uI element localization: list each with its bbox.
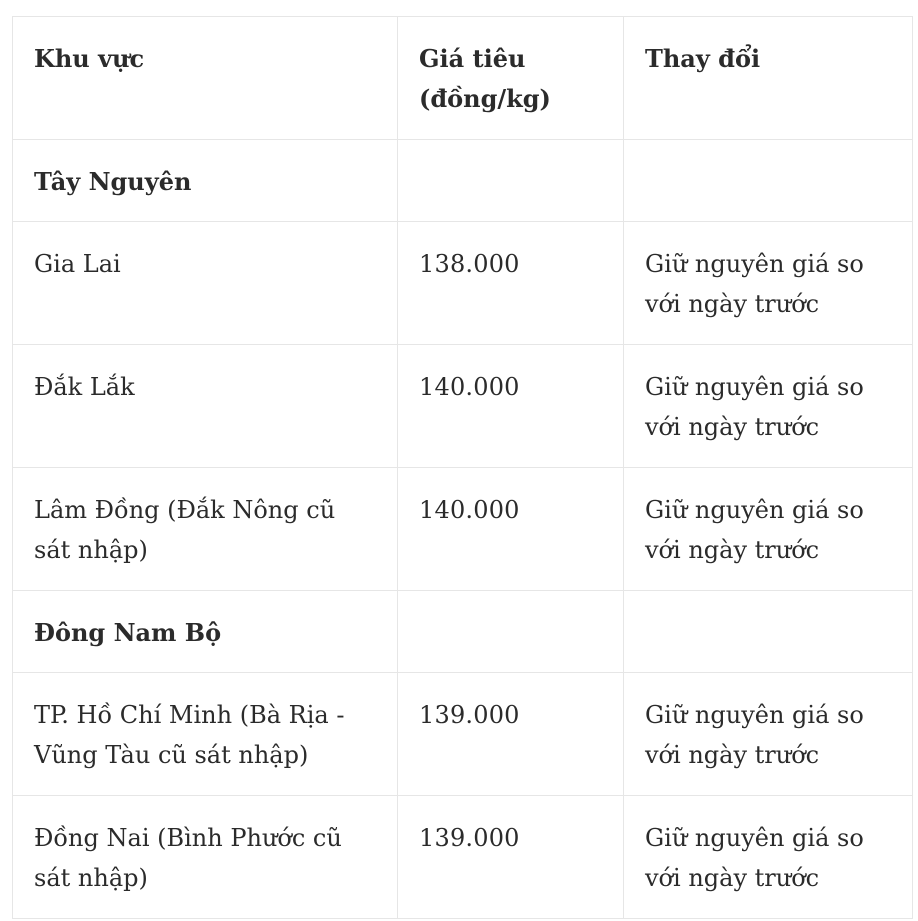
empty-cell <box>398 591 624 673</box>
cell-region: Đắk Lắk <box>13 345 398 468</box>
cell-price: 139.000 <box>398 673 624 796</box>
table-row <box>13 796 913 919</box>
cell-change: Giữ nguyên giá so với ngày trước <box>624 673 913 796</box>
group-row-dong-nam-bo <box>13 591 913 673</box>
group-row-tay-nguyen <box>13 140 913 222</box>
empty-cell <box>624 140 913 222</box>
cell-change: Giữ nguyên giá so với ngày trước <box>624 796 913 919</box>
header-price: Giá tiêu (đồng/kg) <box>398 17 624 140</box>
pepper-price-table <box>12 16 913 919</box>
header-region: Khu vực <box>13 17 398 140</box>
cell-region: Lâm Đồng (Đắk Nông cũ sát nhập) <box>13 468 398 591</box>
table-row <box>13 673 913 796</box>
empty-cell <box>624 591 913 673</box>
cell-price: 140.000 <box>398 345 624 468</box>
table-header-row <box>13 17 913 140</box>
group-label: Đông Nam Bộ <box>13 591 398 673</box>
empty-cell <box>398 140 624 222</box>
cell-change: Giữ nguyên giá so với ngày trước <box>624 345 913 468</box>
cell-price: 139.000 <box>398 796 624 919</box>
cell-region: Đồng Nai (Bình Phước cũ sát nhập) <box>13 796 398 919</box>
cell-price: 140.000 <box>398 468 624 591</box>
cell-change: Giữ nguyên giá so với ngày trước <box>624 468 913 591</box>
cell-change: Giữ nguyên giá so với ngày trước <box>624 222 913 345</box>
group-label: Tây Nguyên <box>13 140 398 222</box>
cell-region: Gia Lai <box>13 222 398 345</box>
cell-price: 138.000 <box>398 222 624 345</box>
price-table-container <box>12 16 912 919</box>
table-row <box>13 345 913 468</box>
cell-region: TP. Hồ Chí Minh (Bà Rịa - Vũng Tàu cũ sát nhập) <box>13 673 398 796</box>
table-row <box>13 222 913 345</box>
header-change: Thay đổi <box>624 17 913 140</box>
table-row <box>13 468 913 591</box>
